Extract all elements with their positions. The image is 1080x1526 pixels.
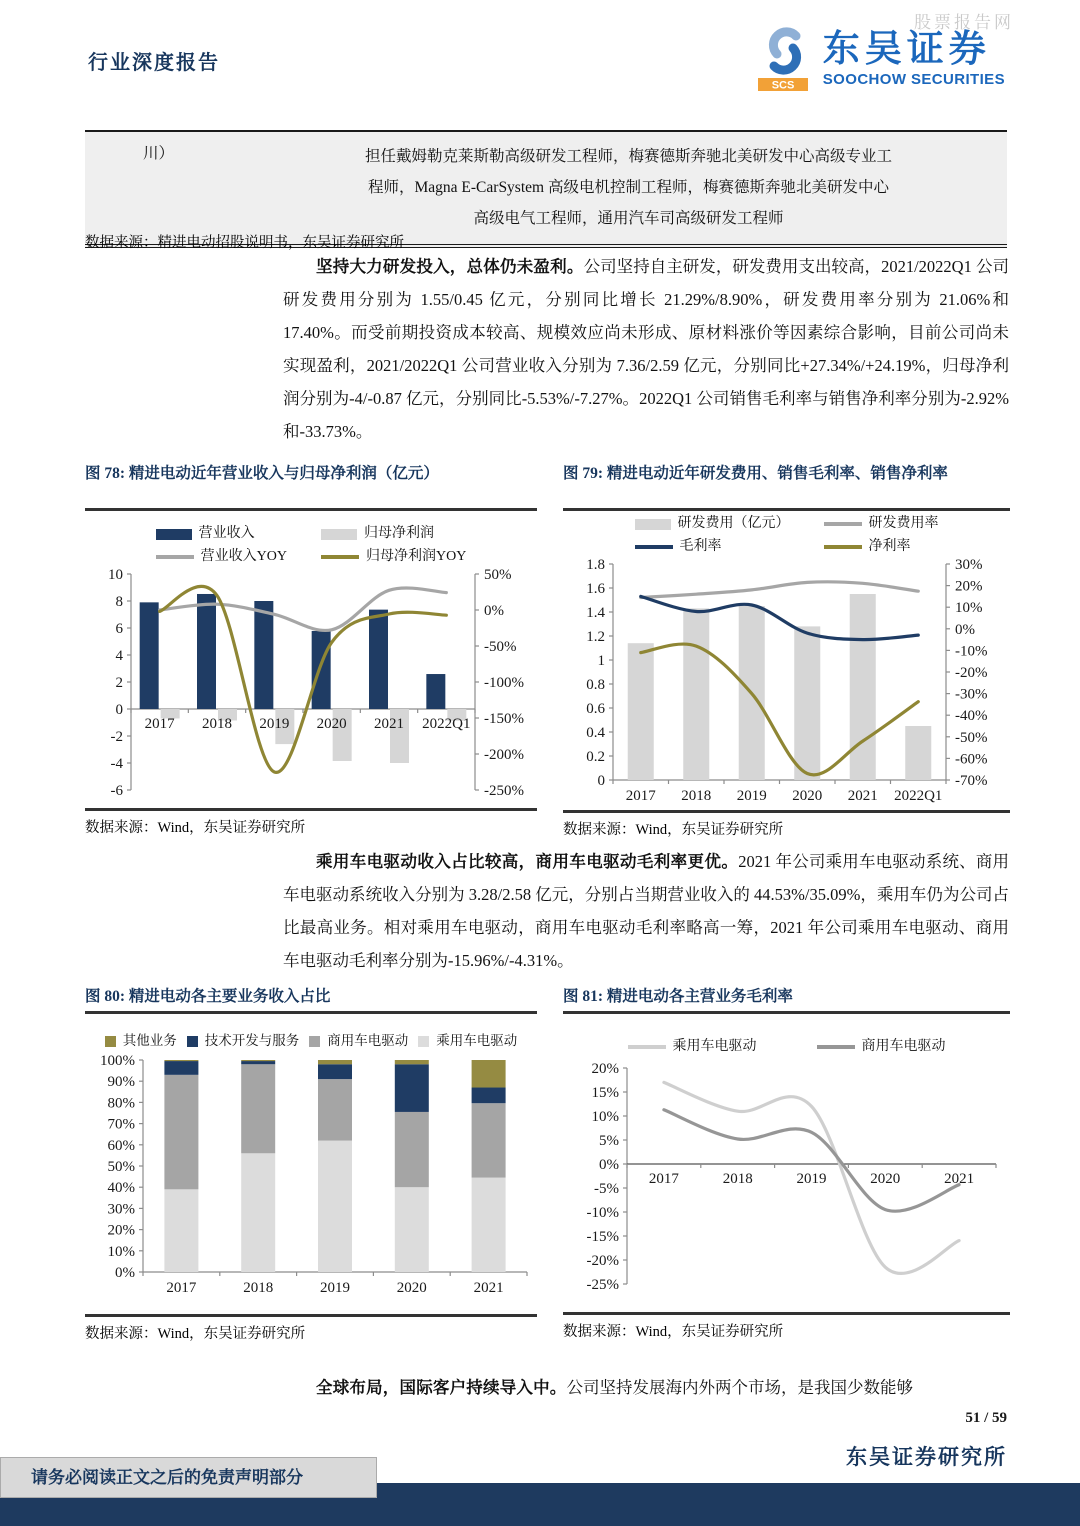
svg-text:0.4: 0.4 xyxy=(586,725,605,741)
profile-line: 程师，Magna E-CarSystem 高级电机控制工程师，梅赛德斯奔驰北美研发中心 xyxy=(368,179,889,196)
figure-80-chart xyxy=(85,1054,537,1314)
disclaimer-note: 请务必阅读正文之后的免责声明部分 xyxy=(0,1457,377,1498)
svg-text:2020: 2020 xyxy=(792,788,823,804)
figure-81-title-rule xyxy=(563,1011,1010,1014)
paragraph-business-mix xyxy=(283,845,1009,977)
svg-text:40%: 40% xyxy=(107,1180,135,1197)
figure-81-legend xyxy=(563,1036,1010,1058)
legend-item xyxy=(309,1030,408,1052)
legend-swatch xyxy=(628,1045,666,1049)
svg-text:1.4: 1.4 xyxy=(586,605,605,621)
paragraph-body: 公司坚持自主研发，研发费用支出较高，2021/2022Q1 公司研发费用分别为 1.55/0.45 亿元，分别同比增长 21.29%/8.90%，研发费用率分别为 21.06%和 17.40%。而受前期投资成本较高、规模效应尚未形成、原材料涨价等因素综合影响，目前公司尚未实现盈利，2021/2022Q1 公司营业收入分别为 7.36/2.59 亿元，分别同比+27.34%/+24.19%，归母净利润分别为-4/-0.87 亿元，分别同比-5.53%/-7.27%。2022Q1 公司销售毛利率与销售净利率分别为-2.92%和-33.73%。 xyxy=(283,257,1010,441)
svg-text:2021: 2021 xyxy=(473,1280,504,1296)
paragraph-global-layout xyxy=(283,1371,1009,1404)
legend-item xyxy=(105,1030,177,1052)
svg-text:2020: 2020 xyxy=(870,1171,901,1187)
legend-swatch xyxy=(321,555,359,559)
paragraph-lead: 乘用车电驱动收入占比较高，商用车电驱动毛利率更优。 xyxy=(316,852,739,871)
svg-text:20%: 20% xyxy=(591,1061,619,1077)
legend-label: 商用车电驱动 xyxy=(327,1033,409,1048)
legend-swatch xyxy=(321,529,357,540)
legend-label: 营业收入 xyxy=(198,526,255,541)
paragraph-rd-investment xyxy=(283,250,1009,448)
legend-item xyxy=(635,536,790,558)
svg-text:20%: 20% xyxy=(955,578,983,595)
svg-text:15%: 15% xyxy=(591,1085,619,1101)
svg-text:2019: 2019 xyxy=(320,1280,350,1296)
svg-text:2022Q1: 2022Q1 xyxy=(894,788,943,804)
figure-78 xyxy=(85,462,537,837)
legend-swatch xyxy=(418,1036,429,1047)
svg-text:2019: 2019 xyxy=(736,788,767,804)
svg-text:2017: 2017 xyxy=(144,716,175,732)
figure-80-title: 图 80: 精进电动各主要业务收入占比 xyxy=(85,988,331,1005)
svg-text:60%: 60% xyxy=(107,1137,135,1154)
svg-text:80%: 80% xyxy=(107,1095,135,1112)
svg-text:0.6: 0.6 xyxy=(586,701,605,717)
logo-scs-text: SCS xyxy=(771,79,795,92)
svg-text:2018: 2018 xyxy=(681,788,712,804)
paragraph-body: 2021 年公司乘用车电驱动系统、商用车电驱动系统收入分别为 3.28/2.58 亿元，分别占当期营业收入的 44.53%/35.09%，乘用车仍为公司占比最高业务。相对乘用车电驱动，商用车电驱动毛利率略高一筹，2021 年公司乘用车电驱动、商用车电驱动毛利率分别为-15.96%/-4.31%。 xyxy=(283,852,1010,970)
figure-79-title-rule xyxy=(563,508,1010,511)
svg-text:2021: 2021 xyxy=(374,716,404,732)
figure-79 xyxy=(563,462,1010,839)
svg-text:1.2: 1.2 xyxy=(586,629,605,645)
legend-swatch xyxy=(156,529,192,540)
figure-81-bottom-rule xyxy=(563,1312,1010,1315)
legend-item xyxy=(628,1036,757,1058)
figure-81-chart xyxy=(563,1060,1010,1312)
brand-name-en: SOOCHOW SECURITIES xyxy=(822,70,1005,88)
svg-text:-2: -2 xyxy=(110,729,123,745)
figure-81-source: 数据来源：Wind，东吴证券研究所 xyxy=(563,1324,784,1340)
svg-text:-5%: -5% xyxy=(594,1181,619,1197)
svg-text:-150%: -150% xyxy=(484,711,524,727)
legend-swatch xyxy=(824,545,862,549)
svg-text:10%: 10% xyxy=(955,600,983,617)
figure-80-legend xyxy=(85,1030,537,1052)
svg-text:2019: 2019 xyxy=(796,1171,827,1187)
figure-81 xyxy=(563,985,1010,1341)
svg-text:100%: 100% xyxy=(100,1054,135,1069)
svg-text:2: 2 xyxy=(115,675,123,691)
svg-text:2021: 2021 xyxy=(944,1171,975,1187)
report-type-label: 行业深度报告 xyxy=(88,52,220,74)
legend-label: 商用车电驱动 xyxy=(861,1039,946,1054)
legend-label: 技术开发与服务 xyxy=(204,1033,300,1048)
legend-item xyxy=(156,546,287,568)
profile-line: 高级电气工程师，通用汽车司高级研发工程师 xyxy=(473,210,784,227)
svg-text:2017: 2017 xyxy=(625,788,656,804)
figure-81-title: 图 81: 精进电动各主营业务毛利率 xyxy=(563,988,793,1005)
svg-text:2017: 2017 xyxy=(648,1171,679,1187)
legend-label: 研发费用（亿元） xyxy=(677,516,790,531)
legend-swatch xyxy=(187,1036,198,1047)
svg-text:4: 4 xyxy=(115,648,123,664)
svg-text:2019: 2019 xyxy=(259,716,290,732)
figure-80-source: 数据来源：Wind，东吴证券研究所 xyxy=(85,1326,306,1342)
svg-text:1.8: 1.8 xyxy=(586,558,605,573)
svg-text:-60%: -60% xyxy=(955,751,988,768)
legend-swatch xyxy=(635,545,673,549)
svg-text:-100%: -100% xyxy=(484,675,524,691)
svg-text:-6: -6 xyxy=(110,783,123,799)
svg-text:-50%: -50% xyxy=(955,729,988,746)
figure-79-legend xyxy=(563,513,1010,558)
figure-78-title-rule xyxy=(85,508,537,511)
svg-text:5%: 5% xyxy=(599,1133,619,1149)
svg-text:10%: 10% xyxy=(107,1243,135,1260)
figure-78-bottom-rule xyxy=(85,808,537,811)
svg-text:-40%: -40% xyxy=(955,708,988,725)
legend-swatch xyxy=(817,1045,855,1049)
brand-logo xyxy=(757,26,1005,92)
legend-item xyxy=(156,523,287,545)
legend-item xyxy=(321,523,466,545)
svg-text:-10%: -10% xyxy=(955,643,988,660)
legend-item xyxy=(824,536,939,558)
figure-80 xyxy=(85,985,537,1343)
svg-text:-250%: -250% xyxy=(484,783,524,799)
brand-text xyxy=(823,30,1005,88)
legend-item xyxy=(635,513,790,535)
figure-80-bottom-rule xyxy=(85,1314,537,1317)
legend-label: 研发费用率 xyxy=(868,516,939,531)
svg-text:6: 6 xyxy=(115,621,123,637)
watermark: 股票报告网 xyxy=(914,13,1014,32)
legend-item xyxy=(321,546,466,568)
svg-text:20%: 20% xyxy=(107,1222,135,1239)
svg-text:-25%: -25% xyxy=(586,1277,619,1293)
legend-label: 归母净利润 xyxy=(364,526,434,541)
svg-text:10: 10 xyxy=(108,568,123,583)
svg-text:10%: 10% xyxy=(591,1109,619,1125)
svg-text:70%: 70% xyxy=(107,1116,135,1133)
svg-text:2020: 2020 xyxy=(316,716,347,732)
svg-text:-10%: -10% xyxy=(586,1205,619,1221)
legend-label: 归母净利润YOY xyxy=(366,549,467,564)
paragraph-body: 公司坚持发展海内外两个市场，是我国少数能够 xyxy=(566,1378,913,1397)
svg-text:-200%: -200% xyxy=(484,747,524,763)
legend-swatch xyxy=(635,519,671,530)
legend-label: 营业收入YOY xyxy=(200,549,287,564)
svg-text:8: 8 xyxy=(115,594,123,610)
svg-text:30%: 30% xyxy=(955,558,983,573)
svg-text:2018: 2018 xyxy=(202,716,232,732)
svg-text:0.2: 0.2 xyxy=(586,749,605,765)
profile-line: 担任戴姆勒克莱斯勒高级研发工程师，梅赛德斯奔驰北美研发中心高级专业工 xyxy=(364,148,892,165)
institute-name: 东吴证券研究所 xyxy=(846,1445,1007,1469)
figure-78-title: 图 78: 精进电动近年营业收入与归母净利润（亿元） xyxy=(85,465,439,482)
legend-swatch xyxy=(105,1036,116,1047)
svg-text:0: 0 xyxy=(597,773,605,789)
figure-79-source: 数据来源：Wind，东吴证券研究所 xyxy=(563,822,784,838)
figure-79-title: 图 79: 精进电动近年研发费用、销售毛利率、销售净利率 xyxy=(563,465,948,482)
svg-text:-20%: -20% xyxy=(586,1253,619,1269)
legend-label: 乘用车电驱动 xyxy=(436,1033,518,1048)
figure-78-source: 数据来源：Wind，东吴证券研究所 xyxy=(85,820,306,836)
figure-78-chart xyxy=(85,568,537,808)
legend-item xyxy=(824,513,939,535)
svg-text:2021: 2021 xyxy=(847,788,878,804)
legend-label: 乘用车电驱动 xyxy=(672,1039,757,1054)
svg-text:-15%: -15% xyxy=(586,1229,619,1245)
legend-label: 净利率 xyxy=(868,539,911,554)
svg-text:50%: 50% xyxy=(484,568,512,583)
svg-text:-30%: -30% xyxy=(955,686,988,703)
profile-table-cell-right xyxy=(260,132,1007,244)
svg-text:0%: 0% xyxy=(115,1265,135,1281)
brand-name-cn: 东吴证券 xyxy=(822,28,991,70)
svg-text:-70%: -70% xyxy=(955,773,988,789)
svg-text:1: 1 xyxy=(597,653,605,669)
page-number: 51 / 59 xyxy=(965,1410,1007,1426)
svg-text:90%: 90% xyxy=(107,1074,135,1091)
svg-text:0%: 0% xyxy=(955,621,975,638)
svg-text:-4: -4 xyxy=(110,756,123,772)
soochow-logo-icon xyxy=(757,26,813,92)
figure-78-legend xyxy=(85,523,537,568)
svg-text:-20%: -20% xyxy=(955,665,988,681)
svg-text:0%: 0% xyxy=(484,603,504,619)
legend-swatch xyxy=(156,555,194,559)
svg-text:0%: 0% xyxy=(599,1157,619,1173)
svg-text:2017: 2017 xyxy=(166,1280,197,1296)
paragraph-lead: 坚持大力研发投入，总体仍未盈利。 xyxy=(316,257,584,276)
legend-item xyxy=(817,1036,946,1058)
legend-item xyxy=(418,1030,517,1052)
svg-text:2018: 2018 xyxy=(243,1280,274,1296)
legend-item xyxy=(187,1030,300,1052)
figure-79-bottom-rule xyxy=(563,810,1010,813)
profile-table-cell-left: 川） xyxy=(143,145,175,162)
legend-swatch xyxy=(824,522,862,526)
svg-text:0: 0 xyxy=(115,702,123,718)
legend-label: 毛利率 xyxy=(679,539,722,554)
svg-text:2018: 2018 xyxy=(722,1171,753,1187)
svg-text:0.8: 0.8 xyxy=(586,677,605,693)
legend-label: 其他业务 xyxy=(122,1033,177,1048)
legend-swatch xyxy=(309,1036,320,1047)
svg-text:2020: 2020 xyxy=(396,1280,427,1296)
figure-79-chart xyxy=(563,558,1010,810)
svg-text:30%: 30% xyxy=(107,1201,135,1218)
svg-text:1.6: 1.6 xyxy=(586,581,605,597)
figure-80-title-rule xyxy=(85,1011,537,1014)
svg-text:2022Q1: 2022Q1 xyxy=(422,716,471,732)
svg-text:50%: 50% xyxy=(107,1159,135,1175)
svg-text:-50%: -50% xyxy=(484,639,517,655)
paragraph-lead: 全球布局，国际客户持续导入中。 xyxy=(316,1378,567,1397)
table-source-note: 数据来源：精进电动招股说明书，东吴证券研究所 xyxy=(85,235,404,251)
